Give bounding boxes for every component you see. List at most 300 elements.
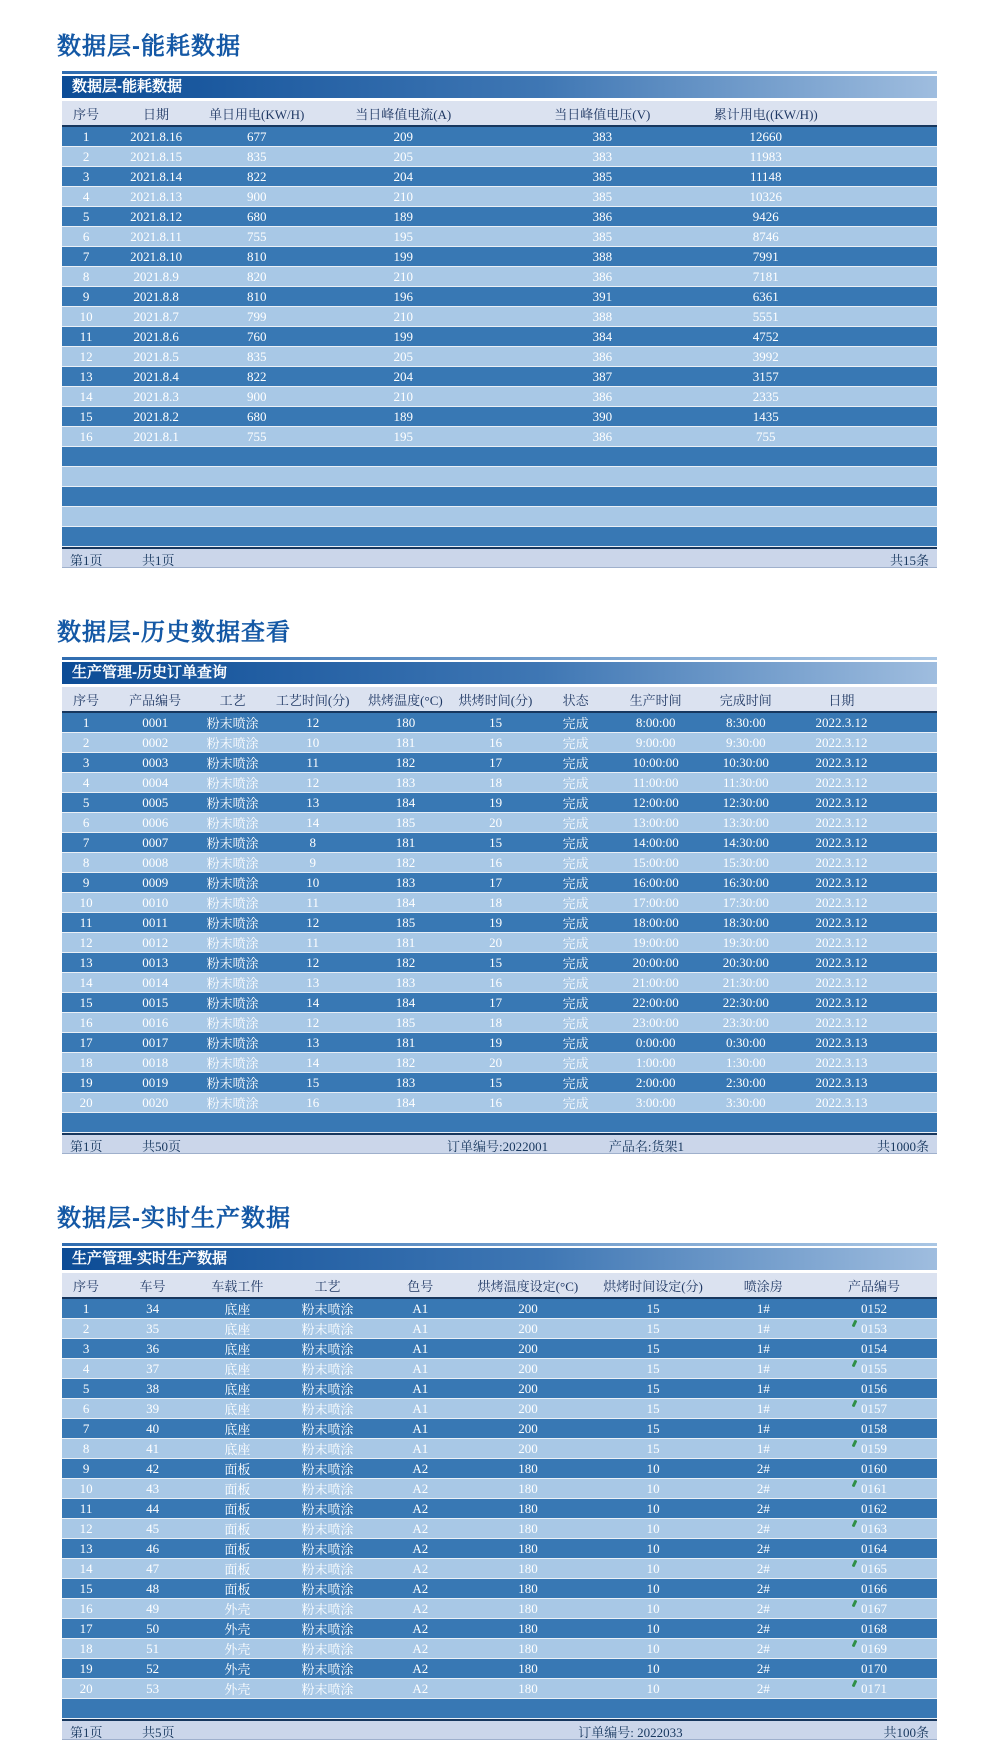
table-row[interactable] — [62, 833, 937, 853]
section-title-energy: 数据层-能耗数据 — [57, 33, 241, 60]
column-header: 日期 — [110, 101, 202, 126]
table-cell: 11 — [265, 893, 360, 913]
table-cell: 12 — [265, 913, 360, 933]
table-row[interactable] — [62, 1399, 937, 1419]
table-cell: 47 — [110, 1559, 195, 1579]
table-cell: 14 — [62, 973, 110, 993]
table-row[interactable] — [62, 813, 937, 833]
table-cell: 11:30:00 — [701, 773, 791, 793]
table-cell: 粉末喷涂 — [280, 1539, 375, 1559]
table-row[interactable] — [62, 1419, 937, 1439]
table-cell: 35 — [110, 1319, 195, 1339]
table-cell: 外壳 — [195, 1599, 280, 1619]
table-cell: A2 — [375, 1479, 465, 1499]
green-tick-icon — [852, 1440, 858, 1448]
table-cell: 180 — [465, 1559, 590, 1579]
column-header: 状态 — [541, 687, 611, 712]
table-cell: 底座 — [195, 1419, 280, 1439]
table-cell: 200 — [465, 1298, 590, 1319]
table-cell: 383 — [495, 147, 709, 167]
table-cell: 10 — [591, 1459, 716, 1479]
table-cell: 385 — [495, 227, 709, 247]
table-cell: 14:00:00 — [611, 833, 701, 853]
table-row[interactable] — [62, 126, 937, 147]
table-row[interactable] — [62, 773, 937, 793]
table-cell: 19 — [62, 1659, 110, 1679]
table-cell: 4752 — [710, 327, 938, 347]
table-cell: 0155 — [811, 1359, 937, 1379]
table-cell: 51 — [110, 1639, 195, 1659]
table-row[interactable] — [62, 1479, 937, 1499]
table-cell: 0163 — [811, 1519, 937, 1539]
table-cell: 粉末喷涂 — [200, 833, 265, 853]
empty-row — [62, 467, 937, 487]
table-cell: 21:30:00 — [701, 973, 791, 993]
table-cell: 2021.8.9 — [110, 267, 202, 287]
table-cell: 16 — [62, 1013, 110, 1033]
table-cell: 2022.3.12 — [791, 933, 937, 953]
table-cell: 13 — [62, 367, 110, 387]
table-row[interactable] — [62, 247, 937, 267]
table-cell: 0167 — [811, 1599, 937, 1619]
table-row[interactable] — [62, 1679, 937, 1699]
table-cell: 完成 — [541, 853, 611, 873]
table-cell: 完成 — [541, 1093, 611, 1113]
table-cell: 1# — [716, 1419, 811, 1439]
table-cell: 384 — [495, 327, 709, 347]
table-cell: 180 — [360, 712, 450, 733]
empty-row — [62, 507, 937, 527]
table-cell: 3 — [62, 1339, 110, 1359]
table-cell: 16 — [451, 853, 541, 873]
table-cell: 粉末喷涂 — [200, 773, 265, 793]
table-cell: 0017 — [110, 1033, 200, 1053]
column-header: 烘烤温度(°C) — [360, 687, 450, 712]
table-cell: 189 — [311, 207, 495, 227]
table-cell: 0018 — [110, 1053, 200, 1073]
table-cell: 1:00:00 — [611, 1053, 701, 1073]
table-row[interactable] — [62, 187, 937, 207]
table-cell: 粉末喷涂 — [280, 1659, 375, 1679]
table-cell: 50 — [110, 1619, 195, 1639]
table-cell: 0162 — [811, 1499, 937, 1519]
table-cell: 13 — [62, 953, 110, 973]
table-cell: 16:30:00 — [701, 873, 791, 893]
table-cell: A2 — [375, 1539, 465, 1559]
table-cell: 完成 — [541, 913, 611, 933]
section-realtime-data — [0, 1198, 1000, 1740]
table-cell: 383 — [495, 126, 709, 147]
table-cell: 822 — [202, 167, 311, 187]
table-cell: 184 — [360, 1093, 450, 1113]
table-cell: 0158 — [811, 1419, 937, 1439]
table-cell: A2 — [375, 1499, 465, 1519]
table-cell: 15:00:00 — [611, 853, 701, 873]
table-cell: 0171 — [811, 1679, 937, 1699]
footer-info: 产品名:货架1 — [608, 1139, 684, 1154]
table-row[interactable] — [62, 1379, 937, 1399]
table-cell: 粉末喷涂 — [200, 933, 265, 953]
table-cell: 20:30:00 — [701, 953, 791, 973]
table-row[interactable] — [62, 853, 937, 873]
table-cell: 15 — [591, 1379, 716, 1399]
table-row[interactable] — [62, 307, 937, 327]
footer-info: 订单编号:2022001 — [447, 1139, 549, 1154]
table-cell: 粉末喷涂 — [280, 1298, 375, 1319]
table-cell: 386 — [495, 387, 709, 407]
empty-cell — [62, 507, 937, 527]
table-cell: 10 — [591, 1679, 716, 1699]
table-cell: 48 — [110, 1579, 195, 1599]
table-cell: 2022.3.12 — [791, 753, 937, 773]
table-cell: 5551 — [710, 307, 938, 327]
table-cell: 18 — [451, 893, 541, 913]
table-row[interactable] — [62, 1359, 937, 1379]
panel-header-bar — [62, 662, 937, 684]
table-cell: 完成 — [541, 712, 611, 733]
table-row[interactable] — [62, 993, 937, 1013]
table-cell: 2:00:00 — [611, 1073, 701, 1093]
table-cell: 43 — [110, 1479, 195, 1499]
table-cell: 21:00:00 — [611, 973, 701, 993]
table-cell: 195 — [311, 227, 495, 247]
table-cell: A1 — [375, 1379, 465, 1399]
table-cell: 6 — [62, 227, 110, 247]
table-cell: 2022.3.12 — [791, 893, 937, 913]
table-row[interactable] — [62, 1539, 937, 1559]
table-cell: 195 — [311, 427, 495, 447]
table-cell: 完成 — [541, 993, 611, 1013]
table-cell: 184 — [360, 993, 450, 1013]
table-cell: 46 — [110, 1539, 195, 1559]
table-cell: 外壳 — [195, 1679, 280, 1699]
table-footer — [62, 1719, 937, 1740]
table-cell: 粉末喷涂 — [280, 1499, 375, 1519]
table-cell: 16 — [62, 1599, 110, 1619]
table-cell: 13 — [265, 973, 360, 993]
table-cell: 0013 — [110, 953, 200, 973]
table-cell: 粉末喷涂 — [280, 1559, 375, 1579]
table-footer — [62, 547, 937, 568]
table-cell: 20 — [62, 1679, 110, 1699]
footer-info: 共5页 — [142, 1725, 175, 1740]
table-row[interactable] — [62, 367, 937, 387]
table-cell: 2021.8.4 — [110, 367, 202, 387]
table-row[interactable] — [62, 207, 937, 227]
history-table-panel — [62, 657, 937, 1154]
table-row[interactable] — [62, 147, 937, 167]
table-cell: 810 — [202, 247, 311, 267]
table-row[interactable] — [62, 1659, 937, 1679]
table-cell: A1 — [375, 1339, 465, 1359]
table-cell: 10:00:00 — [611, 753, 701, 773]
table-cell: 0003 — [110, 753, 200, 773]
table-cell: 9 — [62, 287, 110, 307]
table-cell: 2022.3.13 — [791, 1093, 937, 1113]
table-cell: 204 — [311, 367, 495, 387]
table-cell: 粉末喷涂 — [280, 1579, 375, 1599]
table-cell: 15 — [451, 833, 541, 853]
table-cell: 180 — [465, 1639, 590, 1659]
table-cell: 粉末喷涂 — [280, 1459, 375, 1479]
table-cell: 10 — [62, 1479, 110, 1499]
table-cell: 19 — [451, 913, 541, 933]
table-cell: 181 — [360, 933, 450, 953]
history-orders-table — [62, 687, 937, 1133]
table-footer — [62, 1133, 937, 1154]
table-cell: 22:30:00 — [701, 993, 791, 1013]
table-cell: 粉末喷涂 — [280, 1519, 375, 1539]
empty-row — [62, 447, 937, 467]
table-cell: 13:00:00 — [611, 813, 701, 833]
table-cell: 1:30:00 — [701, 1053, 791, 1073]
table-cell: 外壳 — [195, 1659, 280, 1679]
table-cell: 2# — [716, 1539, 811, 1559]
table-cell: 0166 — [811, 1579, 937, 1599]
table-cell: 0001 — [110, 712, 200, 733]
table-row[interactable] — [62, 973, 937, 993]
table-cell: 6361 — [710, 287, 938, 307]
table-cell: 2# — [716, 1679, 811, 1699]
table-row[interactable] — [62, 287, 937, 307]
table-row[interactable] — [62, 327, 937, 347]
table-cell: 完成 — [541, 873, 611, 893]
table-cell: 底座 — [195, 1439, 280, 1459]
table-cell: 14 — [265, 1053, 360, 1073]
table-cell: 11 — [62, 1499, 110, 1519]
table-cell: 199 — [311, 247, 495, 267]
table-row[interactable] — [62, 1459, 937, 1479]
table-cell: 0016 — [110, 1013, 200, 1033]
table-row[interactable] — [62, 1599, 937, 1619]
table-cell: 2# — [716, 1619, 811, 1639]
table-cell: 182 — [360, 853, 450, 873]
empty-cell — [62, 1699, 937, 1719]
table-row[interactable] — [62, 753, 937, 773]
table-cell: 11 — [265, 753, 360, 773]
table-row[interactable] — [62, 347, 937, 367]
table-cell: 10 — [591, 1539, 716, 1559]
table-cell: 40 — [110, 1419, 195, 1439]
table-row[interactable] — [62, 1519, 937, 1539]
table-cell: 15 — [62, 993, 110, 1013]
column-header: 烘烤时间设定(分) — [591, 1273, 716, 1298]
table-cell: 0154 — [811, 1339, 937, 1359]
table-row[interactable] — [62, 167, 937, 187]
table-cell: 0011 — [110, 913, 200, 933]
table-row[interactable] — [62, 1073, 937, 1093]
table-cell: 18 — [451, 1013, 541, 1033]
footer-info: 订单编号: 2022033 — [578, 1725, 683, 1740]
table-cell: 9:30:00 — [701, 733, 791, 753]
table-row[interactable] — [62, 1298, 937, 1319]
table-row[interactable] — [62, 1013, 937, 1033]
table-row[interactable] — [62, 1033, 937, 1053]
table-cell: 0160 — [811, 1459, 937, 1479]
table-cell: 0:00:00 — [611, 1033, 701, 1053]
table-row[interactable] — [62, 1053, 937, 1073]
table-row[interactable] — [62, 933, 937, 953]
table-row[interactable] — [62, 1439, 937, 1459]
table-cell: 20 — [451, 1053, 541, 1073]
table-cell: 200 — [465, 1439, 590, 1459]
table-header-row — [62, 1273, 937, 1298]
realtime-table-panel — [62, 1243, 937, 1740]
table-cell: 9 — [62, 873, 110, 893]
table-cell: 0012 — [110, 933, 200, 953]
table-cell: 41 — [110, 1439, 195, 1459]
table-cell: 36 — [110, 1339, 195, 1359]
column-header: 色号 — [375, 1273, 465, 1298]
table-cell: 2022.3.12 — [791, 993, 937, 1013]
table-cell: 14:30:00 — [701, 833, 791, 853]
table-row[interactable] — [62, 1093, 937, 1113]
table-cell: 23:30:00 — [701, 1013, 791, 1033]
table-cell: 17 — [451, 993, 541, 1013]
table-cell: 22:00:00 — [611, 993, 701, 1013]
table-cell: 0004 — [110, 773, 200, 793]
green-tick-icon — [852, 1520, 858, 1528]
table-cell: 7 — [62, 1419, 110, 1439]
table-row[interactable] — [62, 427, 937, 447]
table-cell: 1# — [716, 1359, 811, 1379]
table-cell: 835 — [202, 347, 311, 367]
table-row[interactable] — [62, 1339, 937, 1359]
table-cell: 面板 — [195, 1519, 280, 1539]
table-cell: 12:30:00 — [701, 793, 791, 813]
section-title-history: 数据层-历史数据查看 — [57, 619, 291, 646]
table-cell: 面板 — [195, 1479, 280, 1499]
table-row[interactable] — [62, 227, 937, 247]
table-cell: 粉末喷涂 — [200, 793, 265, 813]
column-header: 当日峰值电流(A) — [311, 101, 495, 126]
table-cell: 18 — [451, 773, 541, 793]
table-cell: 14 — [62, 387, 110, 407]
column-header: 序号 — [62, 687, 110, 712]
table-cell: 0159 — [811, 1439, 937, 1459]
table-row[interactable] — [62, 793, 937, 813]
table-cell: 386 — [495, 207, 709, 227]
table-row[interactable] — [62, 1619, 937, 1639]
table-row[interactable] — [62, 1579, 937, 1599]
table-cell: 182 — [360, 1053, 450, 1073]
table-row[interactable] — [62, 913, 937, 933]
table-cell: 粉末喷涂 — [200, 953, 265, 973]
table-cell: 2335 — [710, 387, 938, 407]
table-cell: 210 — [311, 307, 495, 327]
table-cell: 0168 — [811, 1619, 937, 1639]
table-cell: 12 — [62, 1519, 110, 1539]
table-row[interactable] — [62, 733, 937, 753]
table-cell: 完成 — [541, 753, 611, 773]
table-cell: 粉末喷涂 — [280, 1639, 375, 1659]
table-cell: 10 — [62, 307, 110, 327]
table-cell: 粉末喷涂 — [280, 1419, 375, 1439]
footer-info: 共100条 — [883, 1725, 929, 1740]
table-cell: 0008 — [110, 853, 200, 873]
table-cell: 385 — [495, 187, 709, 207]
table-cell: 12 — [265, 712, 360, 733]
table-cell: 185 — [360, 913, 450, 933]
table-cell: 200 — [465, 1379, 590, 1399]
table-cell: 2# — [716, 1559, 811, 1579]
table-row[interactable] — [62, 1499, 937, 1519]
table-cell: 755 — [202, 427, 311, 447]
table-cell: 2021.8.10 — [110, 247, 202, 267]
table-row[interactable] — [62, 953, 937, 973]
table-cell: 2022.3.12 — [791, 712, 937, 733]
table-cell: 2022.3.12 — [791, 1013, 937, 1033]
table-cell: 11983 — [710, 147, 938, 167]
section-energy-data — [0, 26, 1000, 568]
table-cell: 3157 — [710, 367, 938, 387]
empty-row — [62, 527, 937, 547]
table-cell: 8:30:00 — [701, 712, 791, 733]
realtime-production-table — [62, 1273, 937, 1719]
table-cell: 0007 — [110, 833, 200, 853]
table-cell: 19 — [451, 1033, 541, 1053]
table-cell: 0161 — [811, 1479, 937, 1499]
table-cell: 10 — [591, 1559, 716, 1579]
table-row[interactable] — [62, 712, 937, 733]
table-cell: 755 — [710, 427, 938, 447]
table-cell: 185 — [360, 1013, 450, 1033]
table-cell: 粉末喷涂 — [280, 1339, 375, 1359]
table-cell: 面板 — [195, 1499, 280, 1519]
table-cell: 20 — [451, 813, 541, 833]
panel-topline — [62, 71, 937, 74]
table-cell: 5 — [62, 1379, 110, 1399]
table-cell: 10 — [62, 893, 110, 913]
table-row[interactable] — [62, 1319, 937, 1339]
table-row[interactable] — [62, 873, 937, 893]
table-cell: 13 — [265, 1033, 360, 1053]
table-cell: 20 — [451, 933, 541, 953]
table-cell: 2:30:00 — [701, 1073, 791, 1093]
table-cell: 15 — [591, 1298, 716, 1319]
table-cell: 15 — [265, 1073, 360, 1093]
table-cell: 10 — [591, 1499, 716, 1519]
table-row[interactable] — [62, 893, 937, 913]
table-cell: 底座 — [195, 1319, 280, 1339]
table-cell: 底座 — [195, 1298, 280, 1319]
table-row[interactable] — [62, 267, 937, 287]
table-row[interactable] — [62, 387, 937, 407]
table-cell: 680 — [202, 407, 311, 427]
table-row[interactable] — [62, 1559, 937, 1579]
table-row[interactable] — [62, 1639, 937, 1659]
panel-header-bar — [62, 1248, 937, 1270]
column-header: 烘烤温度设定(°C) — [465, 1273, 590, 1298]
table-cell: 面板 — [195, 1459, 280, 1479]
table-cell: 2021.8.15 — [110, 147, 202, 167]
table-cell: 16:00:00 — [611, 873, 701, 893]
table-cell: 2022.3.12 — [791, 733, 937, 753]
table-cell: 2# — [716, 1599, 811, 1619]
table-row[interactable] — [62, 407, 937, 427]
table-cell: 完成 — [541, 813, 611, 833]
column-header: 日期 — [791, 687, 937, 712]
table-cell: 2021.8.8 — [110, 287, 202, 307]
table-cell: 385 — [495, 167, 709, 187]
energy-table — [62, 101, 937, 547]
table-cell: 3992 — [710, 347, 938, 367]
table-cell: 200 — [465, 1339, 590, 1359]
table-cell: 200 — [465, 1399, 590, 1419]
table-cell: 15 — [591, 1339, 716, 1359]
table-cell: 9426 — [710, 207, 938, 227]
table-cell: 面板 — [195, 1559, 280, 1579]
